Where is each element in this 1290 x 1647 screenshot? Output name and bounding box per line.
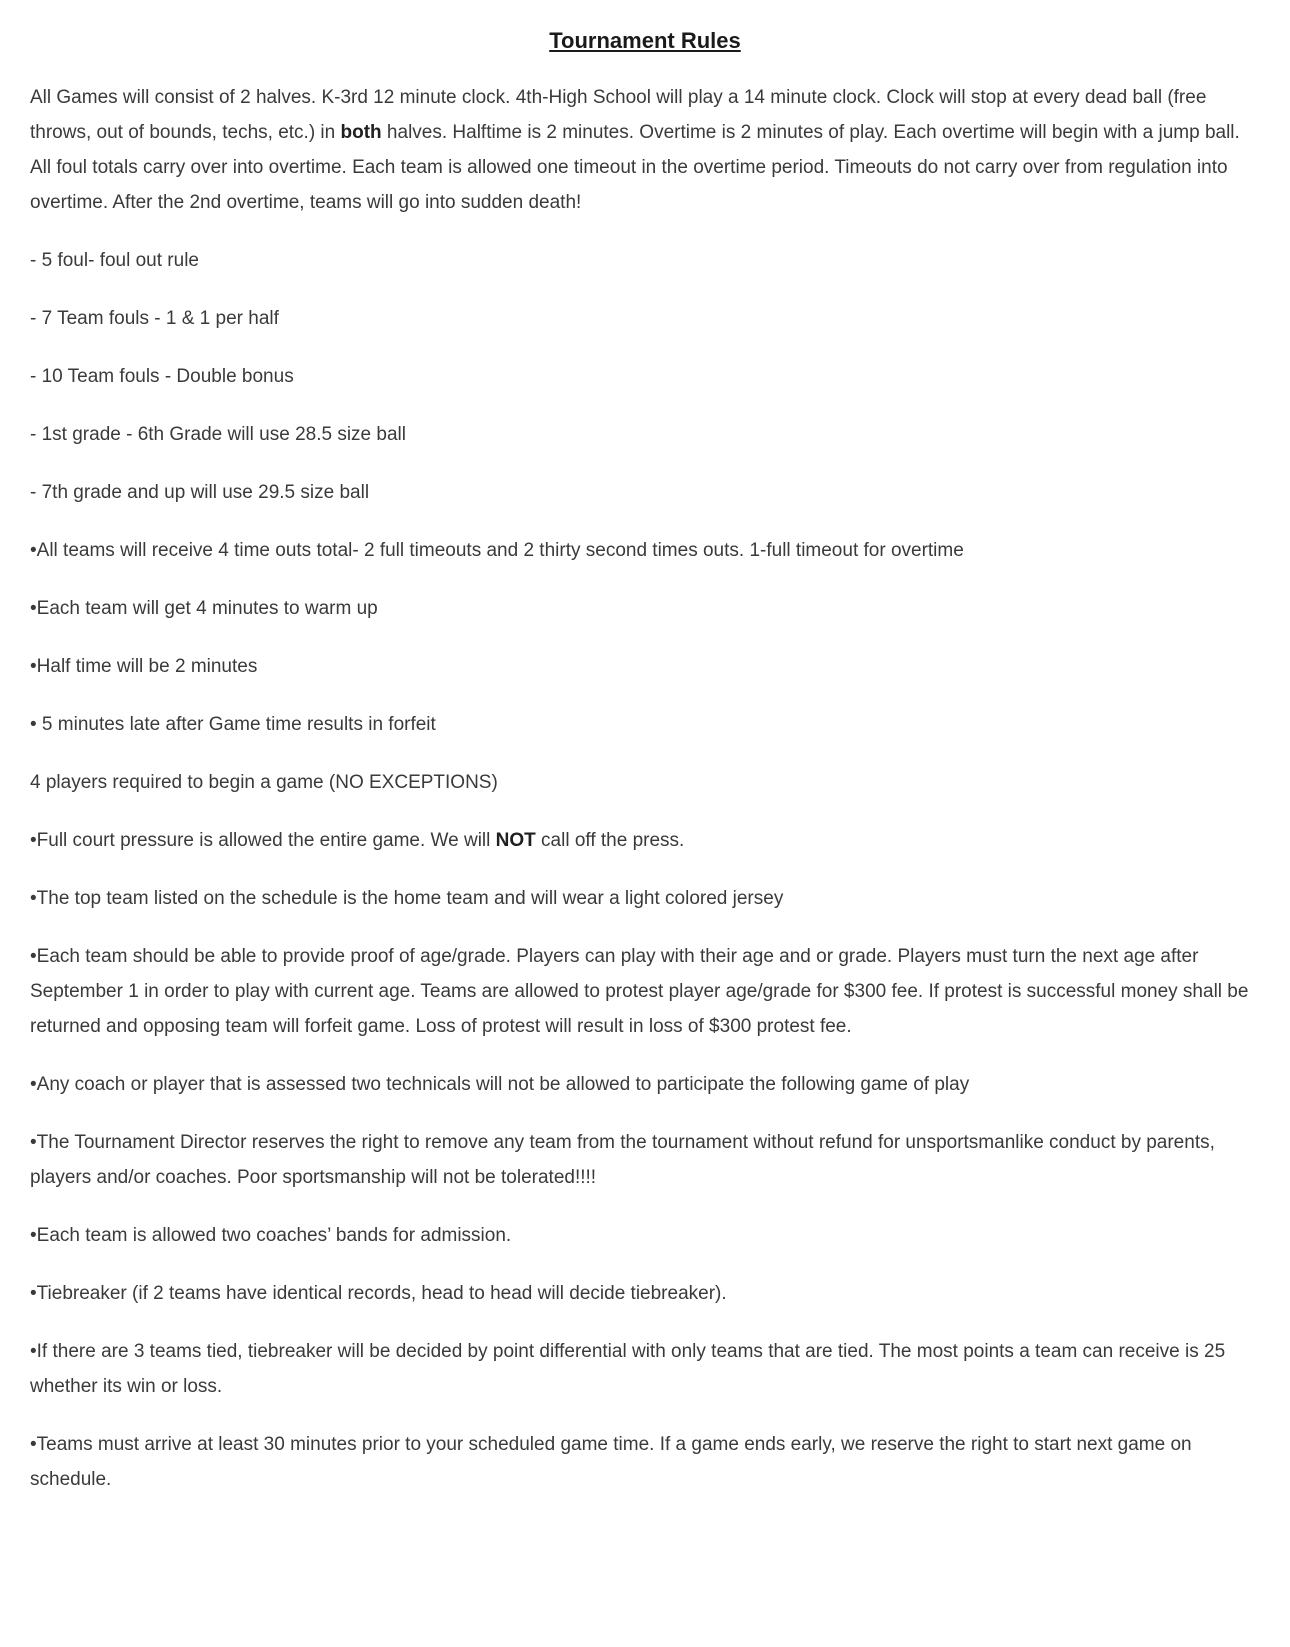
rule-paragraph <box>30 243 1260 278</box>
rule-paragraph <box>30 649 1260 684</box>
rule-text: - 5 foul- foul out rule <box>30 250 199 271</box>
rule-text: •Half time will be 2 minutes <box>30 656 258 677</box>
rule-text: •Each team will get 4 minutes to warm up <box>30 598 378 619</box>
rule-paragraph <box>30 1218 1260 1253</box>
rule-paragraph <box>30 1067 1260 1102</box>
rule-text: •Tiebreaker (if 2 teams have identical records, head to head will decide tiebreaker). <box>30 1283 727 1304</box>
rule-text: •Teams must arrive at least 30 minutes prior to your scheduled game time. If a game ends early, we reserve the right to start next game on schedule. <box>30 1434 1192 1490</box>
rule-text: •The top team listed on the schedule is the home team and will wear a light colored jersey <box>30 888 784 909</box>
rule-text: - 7 Team fouls - 1 & 1 per half <box>30 308 279 329</box>
rule-paragraph <box>30 1334 1260 1404</box>
rule-paragraph <box>30 765 1260 800</box>
rule-text: 4 players required to begin a game (NO EXCEPTIONS) <box>30 772 498 793</box>
rule-text: All Games will consist of 2 halves. K-3rd 12 minute clock. 4th-High School will play a 14 minute clock. Clock will stop at every dead ball (free throws, out of bounds, techs, etc.) in <box>30 87 1207 143</box>
rule-paragraph <box>30 417 1260 452</box>
rule-text: - 7th grade and up will use 29.5 size ball <box>30 482 370 503</box>
rule-text: - 1st grade - 6th Grade will use 28.5 size ball <box>30 424 406 445</box>
rule-text: •Each team should be able to provide proof of age/grade. Players can play with their age and or grade. Players must turn the next age after September 1 in order to play with current age. Teams are allowed to protest player age/grade for $300 fee. If protest is successful money shall be returned and opposing team will forfeit game. Loss of protest will result in loss of $300 protest fee. <box>30 946 1249 1037</box>
rule-paragraph <box>30 533 1260 568</box>
rule-paragraph <box>30 591 1260 626</box>
rule-emphasis: both <box>340 122 382 143</box>
rule-text: • 5 minutes late after Game time results in forfeit <box>30 714 436 735</box>
rule-text: halves. Halftime is 2 minutes. Overtime is 2 minutes of play. Each overtime will begin with a jump ball. All foul totals carry over into overtime. Each team is allowed one timeout in the overtime period. Timeouts do not carry over from regulation into overtime. After the 2nd overtime, teams will go into sudden death! <box>30 122 1240 213</box>
rule-paragraph <box>30 359 1260 394</box>
rule-text: •The Tournament Director reserves the right to remove any team from the tournament without refund for unsportsmanlike conduct by parents, players and/or coaches. Poor sportsmanship will not be tolerated!!!! <box>30 1132 1215 1188</box>
rule-paragraph <box>30 475 1260 510</box>
rule-text: - 10 Team fouls - Double bonus <box>30 366 294 387</box>
rule-paragraph <box>30 80 1260 220</box>
page-title: Tournament Rules <box>549 28 741 53</box>
rule-paragraph <box>30 301 1260 336</box>
rule-emphasis: NOT <box>495 830 536 851</box>
rule-paragraph <box>30 707 1260 742</box>
rule-paragraph <box>30 939 1260 1044</box>
rule-paragraph <box>30 881 1260 916</box>
rule-paragraph <box>30 823 1260 858</box>
rule-text: •All teams will receive 4 time outs total- 2 full timeouts and 2 thirty second times outs. 1-full timeout for overtime <box>30 540 964 561</box>
rule-text: •If there are 3 teams tied, tiebreaker will be decided by point differential with only teams that are tied. The most points a team can receive is 25 whether its win or loss. <box>30 1341 1226 1397</box>
rule-paragraph <box>30 1276 1260 1311</box>
rule-text: •Each team is allowed two coaches’ bands for admission. <box>30 1225 512 1246</box>
rules-list <box>30 80 1260 1497</box>
rule-text: call off the press. <box>535 830 685 851</box>
rule-paragraph <box>30 1125 1260 1195</box>
rule-text: •Any coach or player that is assessed two technicals will not be allowed to participate the following game of play <box>30 1074 970 1095</box>
rule-text: •Full court pressure is allowed the entire game. We will <box>30 830 496 851</box>
rule-paragraph <box>30 1427 1260 1497</box>
